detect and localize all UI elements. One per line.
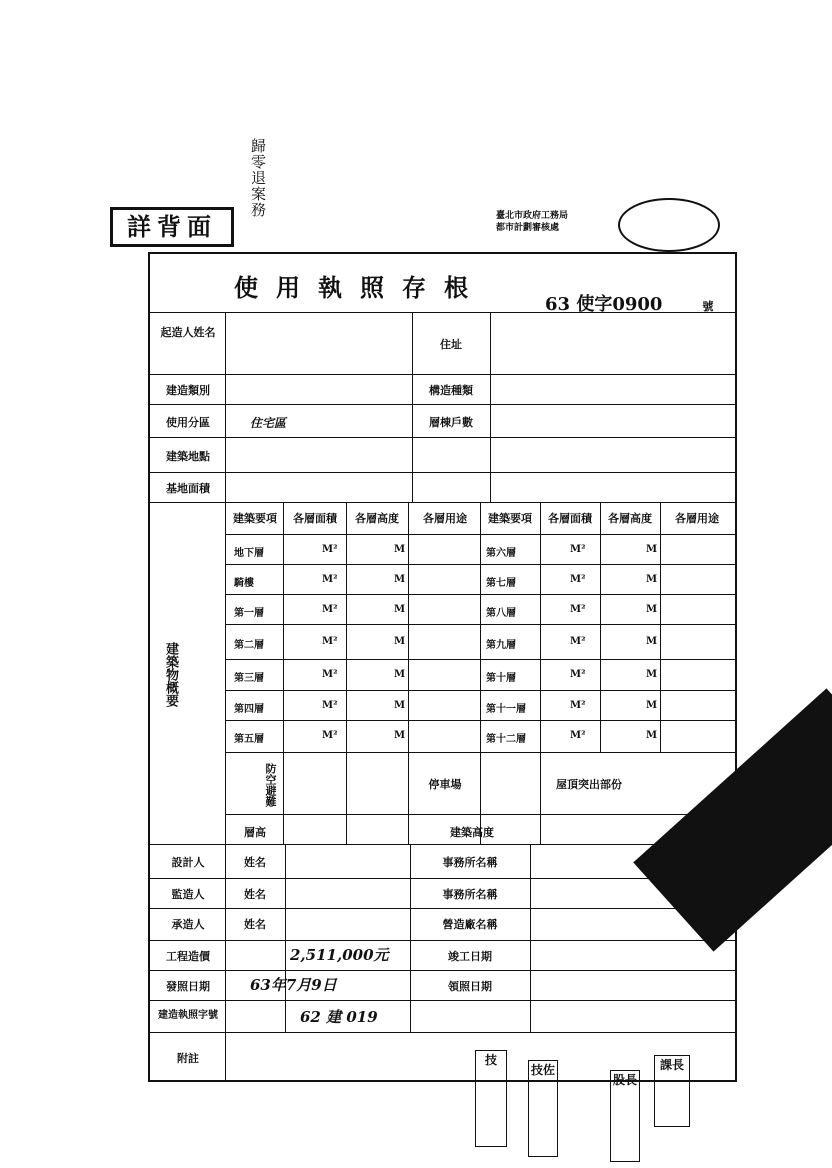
floor-name: 第五層 <box>234 734 264 745</box>
floor-name: 第一層 <box>234 608 264 619</box>
rule <box>660 502 661 752</box>
floor-area: M² <box>322 700 338 711</box>
floor-name: 第十二層 <box>486 734 526 745</box>
floor-area: M² <box>570 700 586 711</box>
floor-height: M <box>394 730 406 741</box>
contractor-label: 承造人 <box>171 918 205 931</box>
site-area-label: 基地面積 <box>166 482 210 495</box>
floor-area: M² <box>570 636 586 647</box>
floor-height-header: 各層高度 <box>355 512 399 525</box>
floor-height: M <box>646 544 658 555</box>
rule <box>150 437 735 438</box>
rule <box>412 312 413 502</box>
floor-area: M² <box>322 604 338 615</box>
floor-area: M² <box>570 669 586 680</box>
rule <box>150 502 735 503</box>
rule <box>530 844 531 1032</box>
remarks-label: 附註 <box>177 1052 199 1065</box>
name-label: 姓名 <box>244 888 266 901</box>
use-zone-value: 住宅區 <box>250 416 287 430</box>
header-stamp: 詳背面 <box>110 207 234 247</box>
rule <box>150 404 735 405</box>
floor-name: 第六層 <box>486 548 516 559</box>
rule <box>150 1000 735 1001</box>
floor-name: 第十層 <box>486 673 516 684</box>
top-note-line-2: 都市計劃審核處 <box>496 223 560 233</box>
parking-label: 停車場 <box>428 778 462 791</box>
rule <box>490 312 491 502</box>
supervisor-label: 監造人 <box>171 888 205 901</box>
completion-date-label: 竣工日期 <box>448 950 492 963</box>
construction-cost-value: 2,511,000元 <box>290 946 389 964</box>
floor-height: M <box>394 574 406 585</box>
rule <box>150 312 735 313</box>
build-permit-no-value: 62 建 019 <box>300 1008 378 1026</box>
floor-height: M <box>646 700 658 711</box>
use-zone-label: 使用分區 <box>166 416 210 429</box>
site-location-label: 建築地點 <box>166 450 210 463</box>
rule <box>150 374 735 375</box>
building-type-label: 建造類別 <box>166 384 210 397</box>
address-label: 住址 <box>440 338 462 351</box>
floor-height: M <box>394 544 406 555</box>
name-label: 姓名 <box>244 918 266 931</box>
floor-area: M² <box>322 574 338 585</box>
permit-number-value: 63 使字0900 <box>545 294 663 315</box>
rule <box>346 502 347 844</box>
build-permit-no-label: 建造執照字號 <box>158 1010 218 1021</box>
rule <box>150 1032 735 1033</box>
permit-form <box>148 252 737 1082</box>
rule <box>150 472 735 473</box>
rule <box>150 908 735 909</box>
office-name-label: 事務所名稱 <box>442 856 498 869</box>
floor-height: M <box>394 669 406 680</box>
floor-name: 第十一層 <box>486 704 526 715</box>
name-label: 姓名 <box>244 856 266 869</box>
building-summary-label: 建築物概要 <box>163 641 178 707</box>
floor-area: M² <box>322 636 338 647</box>
designer-label: 設計人 <box>171 856 205 869</box>
floor-height: M <box>394 700 406 711</box>
floor-area: M² <box>322 544 338 555</box>
total-height-label: 層高 <box>244 826 266 839</box>
rule <box>285 844 286 1032</box>
top-note-line-1: 臺北市政府工務局 <box>496 211 569 221</box>
rule <box>480 502 481 844</box>
floor-use-header: 各層用途 <box>423 512 467 525</box>
floor-name: 第七層 <box>486 578 516 589</box>
roof-protrusion-label: 屋頂突出部份 <box>556 778 622 791</box>
floor-area: M² <box>570 574 586 585</box>
issue-date-value: 63年7月9日 <box>250 976 337 994</box>
office-name-label: 事務所名稱 <box>442 888 498 901</box>
signature-box: 股長 <box>610 1070 640 1162</box>
structure-type-label: 構造種類 <box>429 384 473 397</box>
floor-area: M² <box>570 544 586 555</box>
builder-name-label: 起造人姓名 <box>160 326 216 339</box>
permit-number-suffix: 號 <box>702 300 714 313</box>
floor-area: M² <box>322 669 338 680</box>
floor-item-header: 建築要項 <box>233 512 277 525</box>
rule <box>408 502 409 844</box>
floor-height: M <box>646 636 658 647</box>
floor-name: 第九層 <box>486 640 516 651</box>
signature-box: 技佐 <box>528 1060 558 1157</box>
rule <box>410 844 411 1032</box>
floor-name: 騎樓 <box>234 578 254 589</box>
vertical-note: 歸零退案務 <box>249 138 267 218</box>
rule <box>225 312 226 1080</box>
official-seal <box>618 198 720 252</box>
floor-height: M <box>646 730 658 741</box>
form-title: 使用執照存根 <box>234 273 486 302</box>
floor-area-header: 各層面積 <box>293 512 337 525</box>
floor-height: M <box>394 636 406 647</box>
building-height-label: 建築高度 <box>450 826 494 839</box>
floor-height: M <box>394 604 406 615</box>
floor-name: 第二層 <box>234 640 264 651</box>
floor-item-header-right: 建築要項 <box>488 512 532 525</box>
floor-area: M² <box>570 604 586 615</box>
permit-deadline-label: 領照日期 <box>448 980 492 993</box>
rule <box>150 844 735 845</box>
air-raid-label: 防空避難 <box>264 763 277 807</box>
rule <box>150 940 735 941</box>
floor-area: M² <box>322 730 338 741</box>
floor-area: M² <box>570 730 586 741</box>
floors-units-label: 層棟戶數 <box>429 416 473 429</box>
construction-cost-label: 工程造價 <box>166 950 210 963</box>
issue-date-label: 發照日期 <box>166 980 210 993</box>
floor-name: 第八層 <box>486 608 516 619</box>
floor-height: M <box>646 669 658 680</box>
floor-area-header-right: 各層面積 <box>548 512 592 525</box>
floor-height: M <box>646 604 658 615</box>
floor-name: 第三層 <box>234 673 264 684</box>
floor-height: M <box>646 574 658 585</box>
rule <box>600 502 601 752</box>
floor-name: 第四層 <box>234 704 264 715</box>
floor-height-header-right: 各層高度 <box>608 512 652 525</box>
floor-use-header-right: 各層用途 <box>675 512 719 525</box>
floor-name: 地下層 <box>234 548 264 559</box>
top-note <box>496 210 568 234</box>
rule <box>283 502 284 844</box>
signature-box: 課長 <box>654 1055 690 1127</box>
signature-box: 技 <box>475 1050 507 1147</box>
rule <box>150 970 735 971</box>
firm-name-label: 營造廠名稱 <box>442 918 498 931</box>
rule <box>540 502 541 844</box>
